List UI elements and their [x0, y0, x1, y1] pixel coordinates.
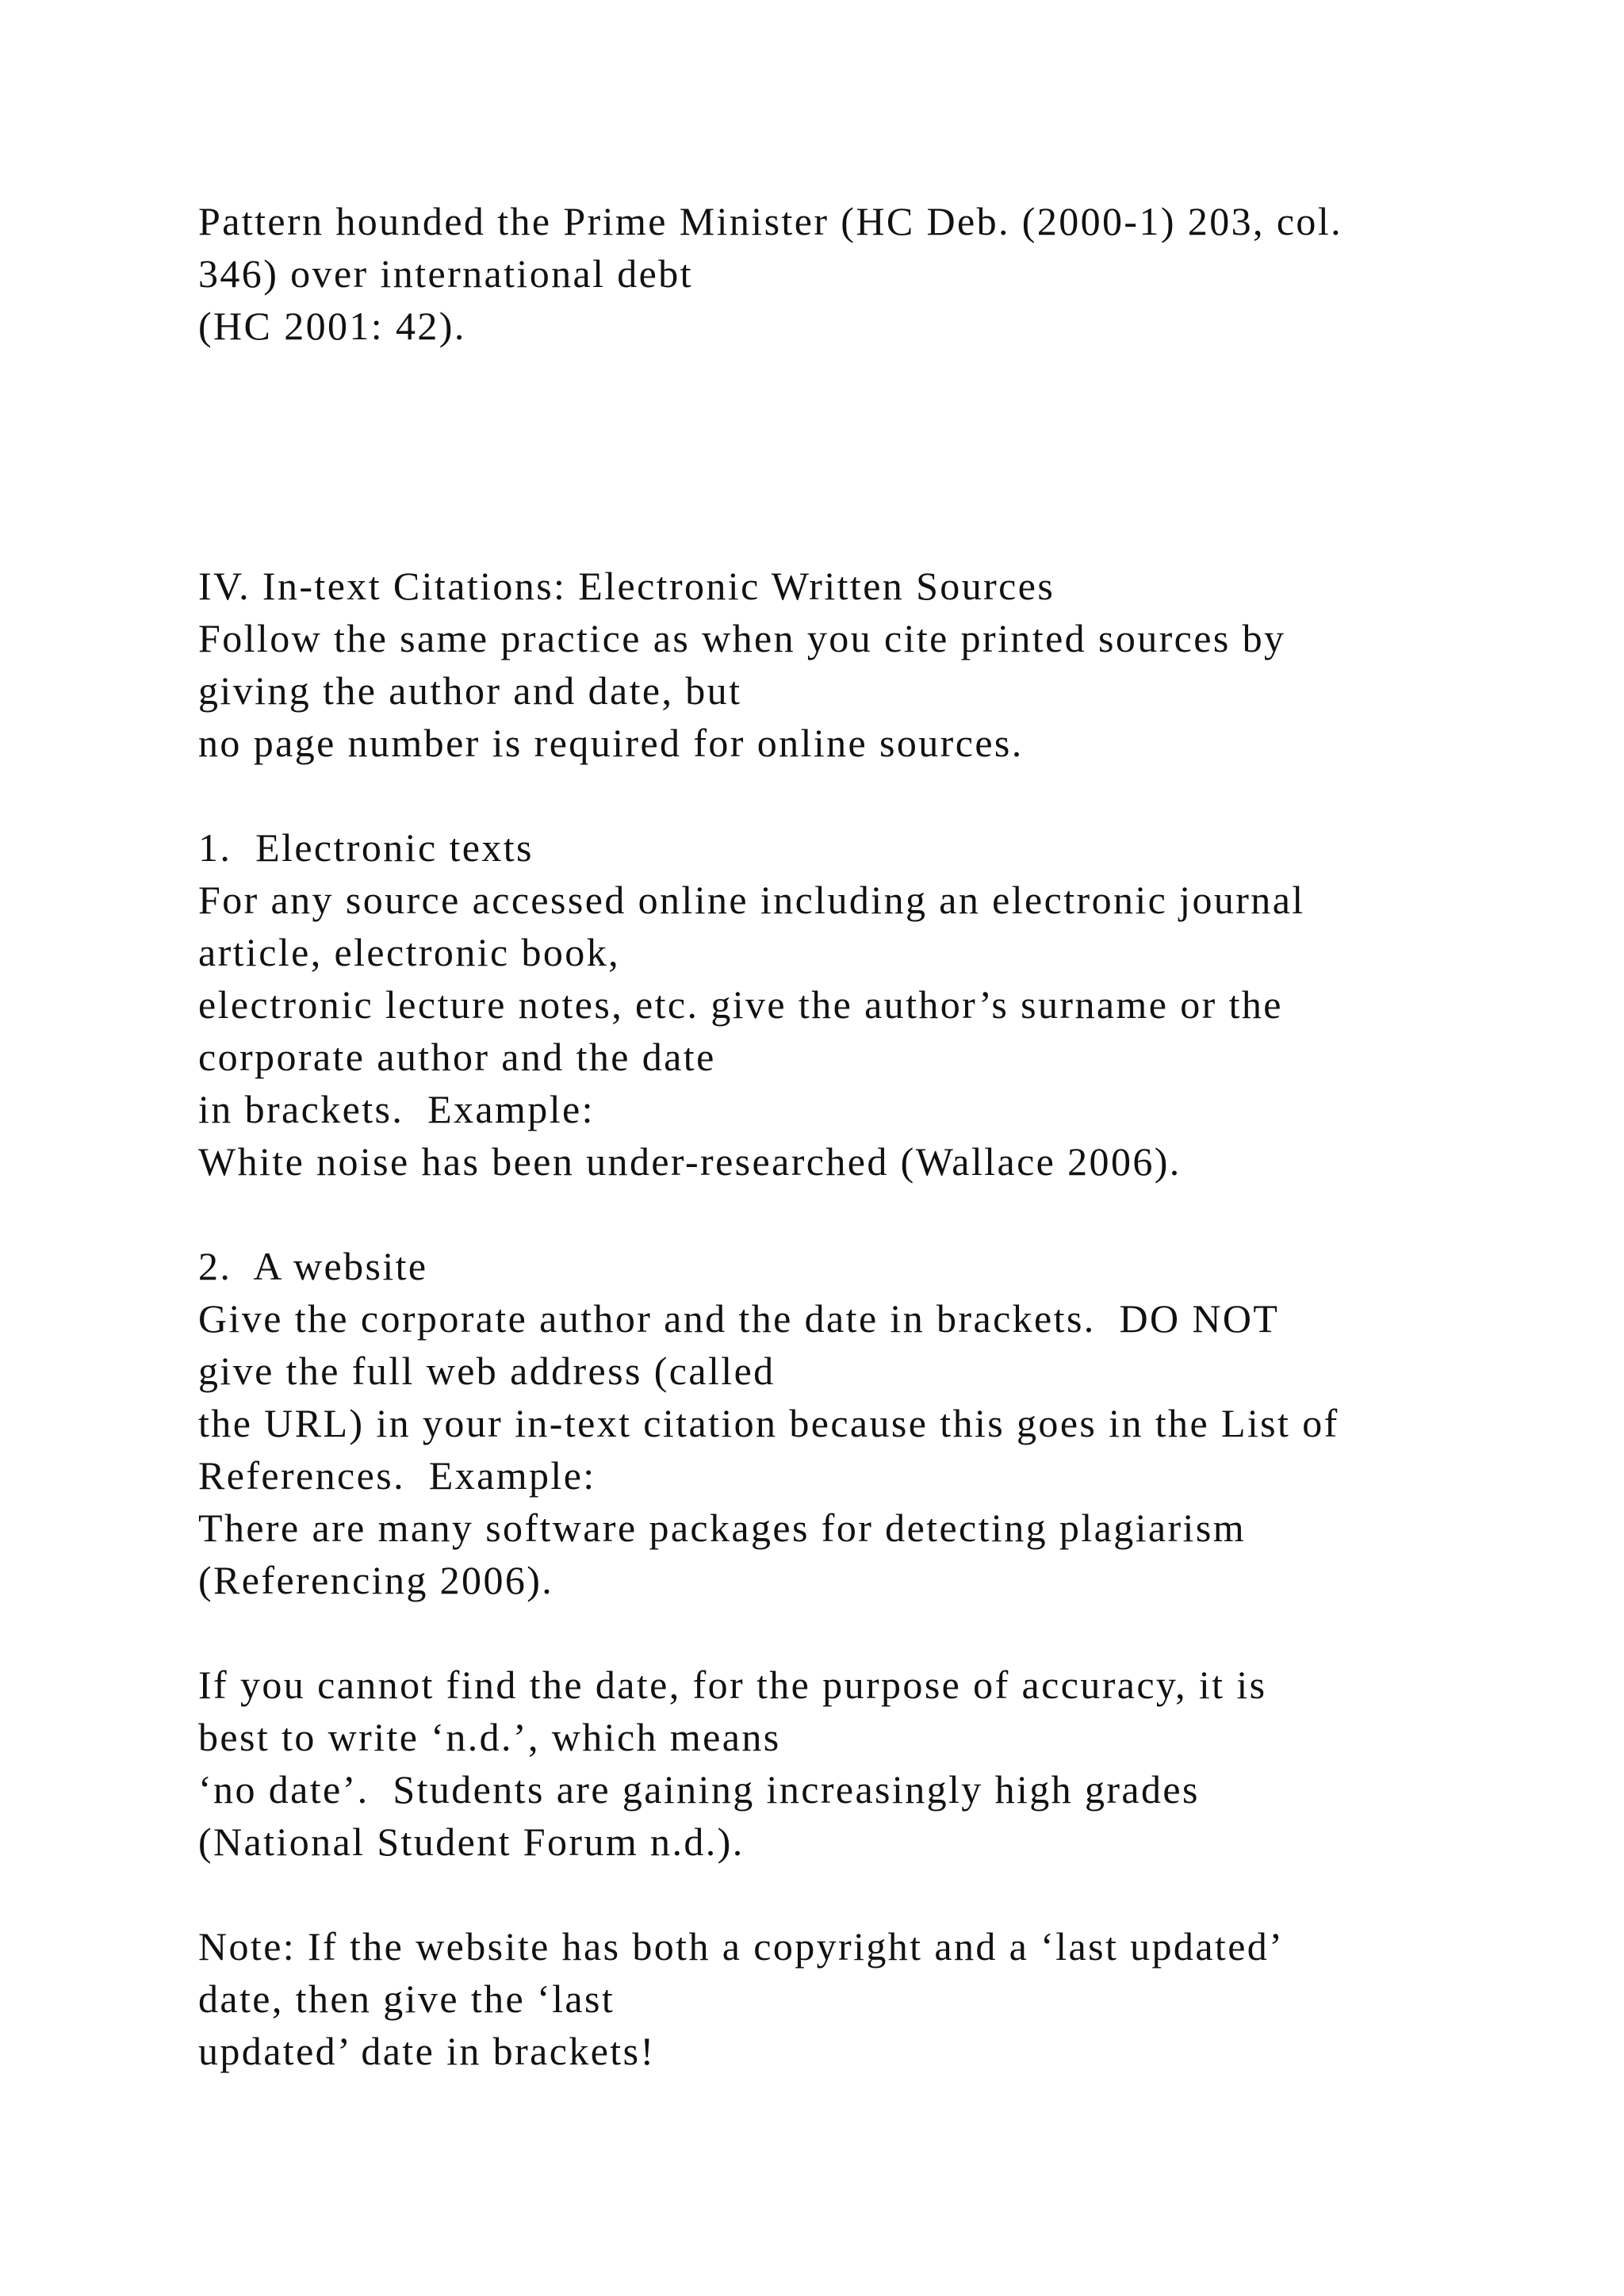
text-line: ‘no date’. Students are gaining increasingly high grades	[198, 1767, 1200, 1812]
text-line: Follow the same practice as when you cite printed sources by	[198, 616, 1286, 660]
text-line: If you cannot find the date, for the purpose of accuracy, it is	[198, 1663, 1267, 1707]
text-line: date, then give the ‘last	[198, 1976, 615, 2021]
text-line: no page number is required for online sources.	[198, 721, 1024, 765]
text-line: (HC 2001: 42).	[198, 304, 466, 348]
text-line: References. Example:	[198, 1453, 596, 1498]
text-line: the URL) in your in-text citation because this goes in the List of	[198, 1401, 1339, 1445]
text-line: Note: If the website has both a copyright and a ‘last updated’	[198, 1924, 1285, 1969]
text-line: For any source accessed online including an electronic journal	[198, 878, 1305, 922]
section-iv-heading-paragraph	[198, 560, 1507, 769]
example-line: There are many software packages for detecting plagiarism	[198, 1506, 1246, 1550]
subsection-heading: 2. A website	[198, 1244, 428, 1288]
subsection-heading: 1. Electronic texts	[198, 825, 534, 870]
text-line: electronic lecture notes, etc. give the author’s surname or the	[198, 982, 1283, 1027]
hansard-citation-paragraph	[198, 195, 1507, 352]
website-paragraph	[198, 1240, 1507, 1606]
section-heading: IV. In-text Citations: Electronic Written Sources	[198, 564, 1055, 608]
text-line: Give the corporate author and the date in brackets. DO NOT	[198, 1296, 1280, 1341]
text-line: article, electronic book,	[198, 930, 620, 974]
note-paragraph	[198, 1920, 1507, 2077]
text-line: best to write ‘n.d.’, which means	[198, 1715, 781, 1759]
no-date-paragraph	[198, 1659, 1507, 1868]
text-line: giving the author and date, but	[198, 668, 742, 713]
example-line: White noise has been under-researched (Wallace 2006).	[198, 1139, 1182, 1184]
text-line: 346) over international debt	[198, 251, 693, 296]
text-line: updated’ date in brackets!	[198, 2029, 656, 2073]
electronic-texts-paragraph	[198, 821, 1507, 1188]
text-line: (National Student Forum n.d.).	[198, 1820, 745, 1864]
example-line: (Referencing 2006).	[198, 1558, 554, 1602]
text-line: give the full web address (called	[198, 1349, 776, 1393]
text-line: Pattern hounded the Prime Minister (HC Deb. (2000-1) 203, col.	[198, 199, 1343, 243]
text-line: in brackets. Example:	[198, 1087, 595, 1131]
text-line: corporate author and the date	[198, 1035, 716, 1079]
